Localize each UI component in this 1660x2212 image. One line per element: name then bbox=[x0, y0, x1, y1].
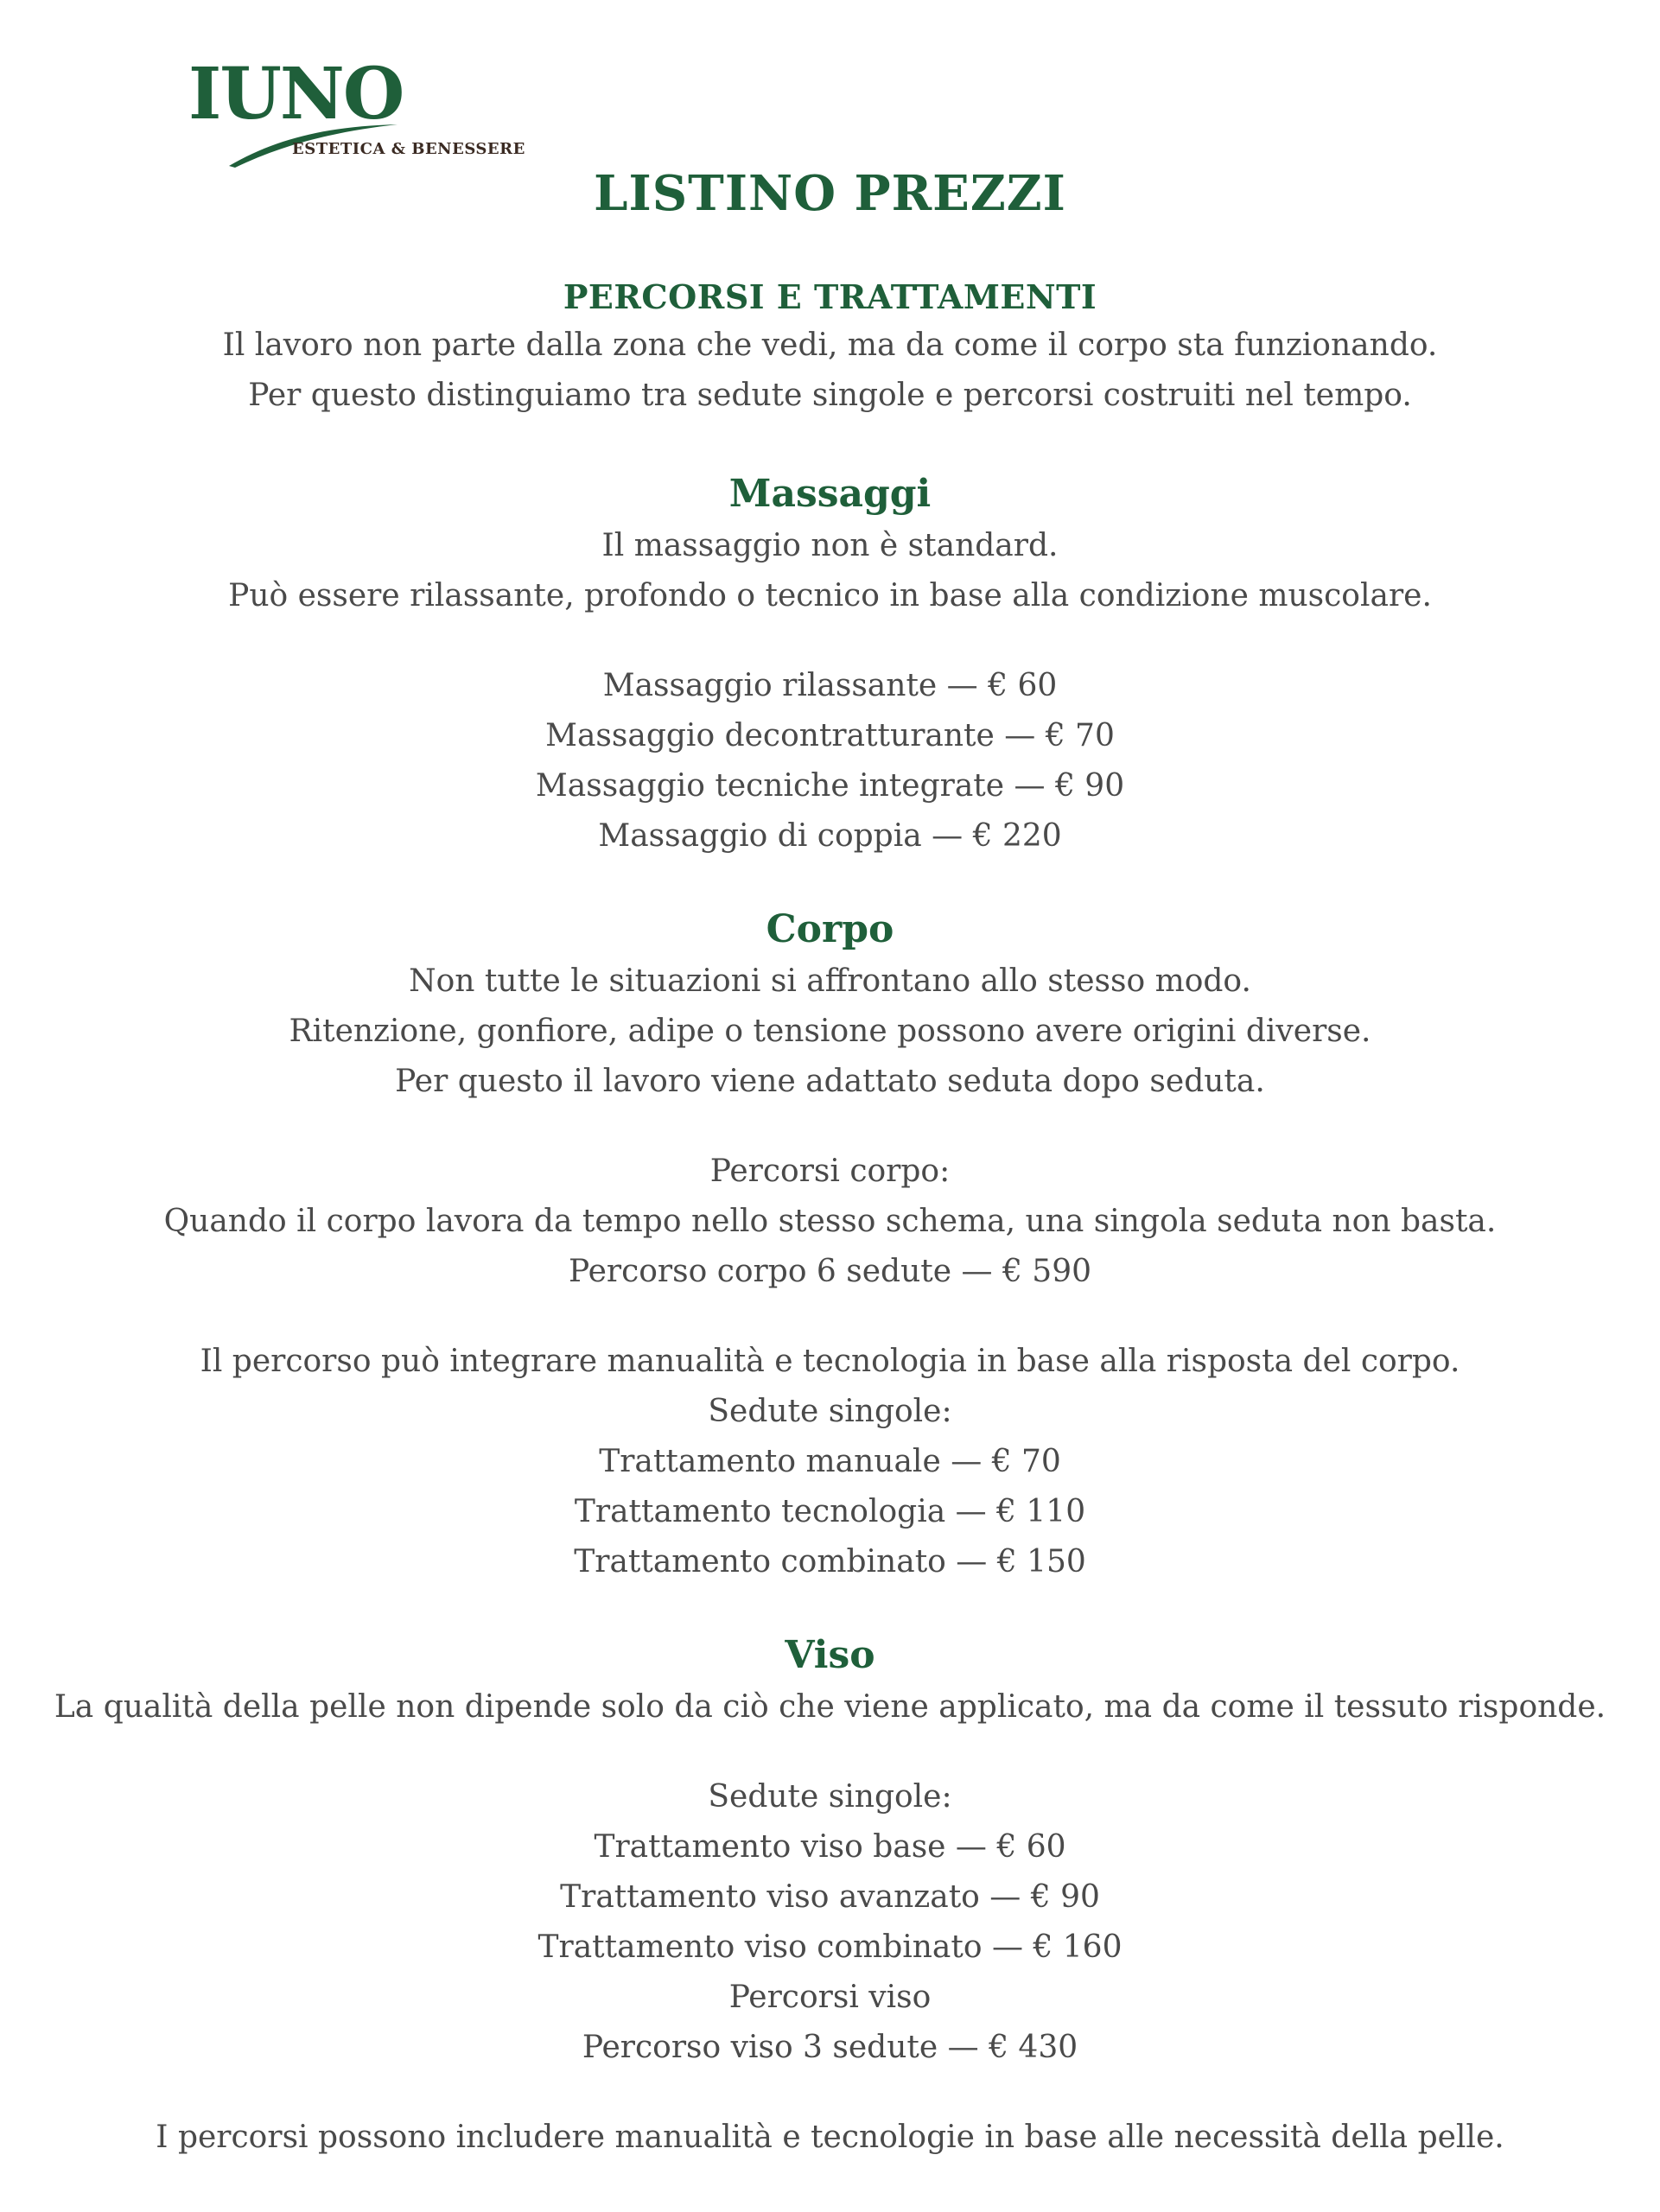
brand-tagline: ESTETICA & BENESSERE bbox=[292, 140, 525, 158]
corpo-description: Non tutte le situazioni si affrontano allo stesso modo. bbox=[409, 963, 1251, 999]
price-item: Percorso corpo 6 sedute — € 590 bbox=[568, 1254, 1092, 1289]
footer-note: I percorsi possono includere manualità e tecnologie in base alle necessità della pelle. bbox=[156, 2120, 1504, 2155]
price-item: Trattamento manuale — € 70 bbox=[599, 1444, 1061, 1479]
price-item: Massaggio di coppia — € 220 bbox=[598, 818, 1062, 854]
section-heading-corpo: Corpo bbox=[766, 907, 894, 951]
section-heading-viso: Viso bbox=[785, 1633, 875, 1677]
price-item: Massaggio tecniche integrate — € 90 bbox=[535, 768, 1125, 804]
price-item: Massaggio rilassante — € 60 bbox=[602, 668, 1058, 703]
viso-singole-label: Sedute singole: bbox=[708, 1779, 952, 1815]
corpo-singole-label: Sedute singole: bbox=[708, 1394, 952, 1429]
page-subtitle: PERCORSI E TRATTAMENTI bbox=[563, 277, 1097, 316]
viso-percorsi-label: Percorsi viso bbox=[728, 1980, 932, 2015]
massaggi-description: Il massaggio non è standard. bbox=[601, 528, 1059, 563]
intro-line: Per questo distinguiamo tra sedute singole e percorsi costruiti nel tempo. bbox=[248, 378, 1412, 413]
corpo-percorsi-label: Percorsi corpo: bbox=[709, 1154, 951, 1189]
corpo-integration-note: Il percorso può integrare manualità e tecnologia in base alla risposta del corpo. bbox=[200, 1344, 1460, 1379]
price-item: Trattamento tecnologia — € 110 bbox=[574, 1494, 1086, 1529]
brand-logo bbox=[181, 53, 527, 171]
price-item: Trattamento viso avanzato — € 90 bbox=[560, 1879, 1100, 1915]
intro-line: Il lavoro non parte dalla zona che vedi, ma da come il corpo sta funzionando. bbox=[222, 327, 1438, 363]
brand-name: IUNO bbox=[188, 53, 404, 136]
price-item: Massaggio decontratturante — € 70 bbox=[545, 718, 1115, 753]
page-title: LISTINO PREZZI bbox=[594, 165, 1066, 222]
corpo-description: Per questo il lavoro viene adattato seduta dopo seduta. bbox=[395, 1064, 1265, 1099]
corpo-description: Ritenzione, gonfiore, adipe o tensione possono avere origini diverse. bbox=[289, 1014, 1371, 1049]
price-item: Trattamento viso combinato — € 160 bbox=[537, 1929, 1123, 1965]
price-item: Trattamento combinato — € 150 bbox=[574, 1544, 1086, 1580]
massaggi-description: Può essere rilassante, profondo o tecnico in base alla condizione muscolare. bbox=[228, 578, 1432, 613]
viso-description: La qualità della pelle non dipende solo da ciò che viene applicato, ma da come il tessuto risponde. bbox=[54, 1689, 1606, 1725]
price-item: Trattamento viso base — € 60 bbox=[594, 1829, 1066, 1865]
corpo-percorsi-note: Quando il corpo lavora da tempo nello stesso schema, una singola seduta non basta. bbox=[163, 1204, 1497, 1239]
section-heading-massaggi: Massaggi bbox=[728, 472, 932, 516]
price-item: Percorso viso 3 sedute — € 430 bbox=[582, 2030, 1078, 2065]
